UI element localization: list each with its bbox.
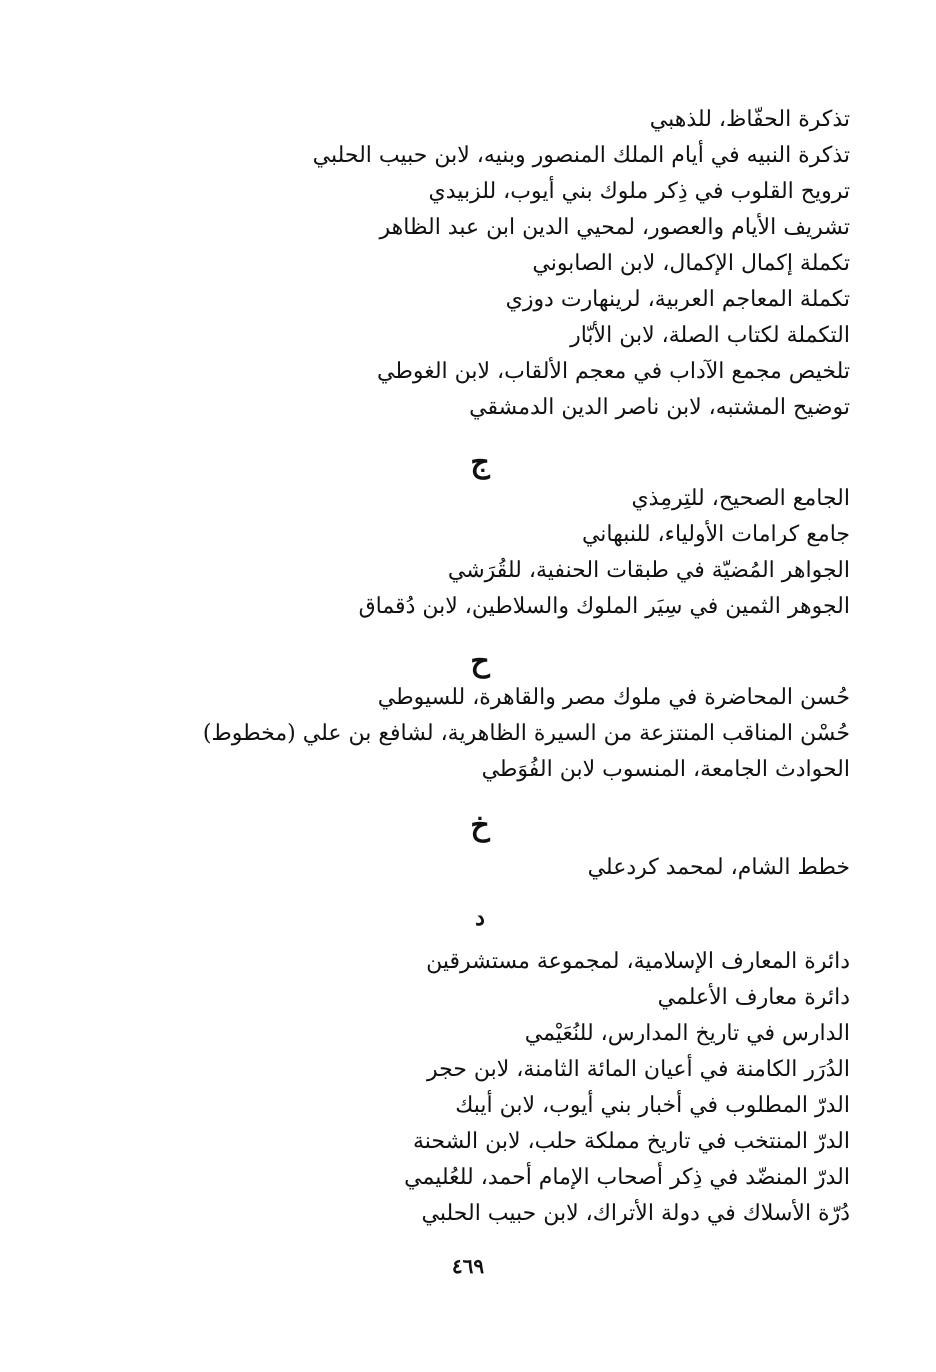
bibliography-entry: ترويح القلوب في ذِكر ملوك بني أيوب، للزبيدي: [428, 179, 850, 204]
bibliography-entry: تشريف الأيام والعصور، لمحيي الدين ابن عبد الظاهر: [379, 215, 850, 240]
bibliography-entry: الدارس في تاريخ المدارس، للنُعَيْمي: [524, 1021, 850, 1046]
section-letter-jim: ج: [470, 445, 490, 480]
section-letter-ha: ح: [470, 644, 490, 679]
section-ha-entries: [202, 680, 850, 788]
section-kha-entries: [250, 850, 850, 886]
bibliography-entry: حُسْن المناقب المنتزعة من السيرة الظاهرية، لشافع بن علي (مخطوط): [202, 721, 850, 746]
bibliography-entry: الجواهر المُضيّة في طبقات الحنفية، للقُرَشي: [447, 558, 850, 583]
bibliography-entry: دائرة المعارف الإسلامية، لمجموعة مستشرقين: [426, 949, 850, 974]
bibliography-entry: حُسن المحاضرة في ملوك مصر والقاهرة، للسيوطي: [377, 685, 850, 710]
bibliography-entry: جامع كرامات الأولياء، للنبهاني: [581, 522, 850, 547]
bibliography-entry: الجوهر الثمين في سِيَر الملوك والسلاطين، لابن دُقماق: [358, 594, 850, 619]
bibliography-entry: تذكرة النبيه في أيام الملك المنصور وبنيه، لابن حبيب الحلبي: [312, 143, 850, 168]
bibliography-entry: تكملة المعاجم العربية، لرينهارت دوزي: [505, 287, 850, 312]
page-number: ٤٦٩: [451, 1254, 485, 1278]
section-letter-dal: د: [475, 905, 485, 931]
bibliography-entry: خطط الشام، لمحمد كردعلي: [587, 855, 850, 880]
bibliography-entry: الدرّ المطلوب في أخبار بني أيوب، لابن أيبك: [455, 1093, 850, 1118]
bibliography-entry: الدُرَر الكامنة في أعيان المائة الثامنة، لابن حجر: [426, 1057, 850, 1082]
bibliography-entry: الحوادث الجامعة، المنسوب لابن الفُوَطي: [481, 757, 850, 782]
bibliography-entry: الجامع الصحيح، للتِرمِذي: [631, 486, 850, 511]
section-jim-entries: [250, 481, 850, 625]
bibliography-entry: دُرّة الأسلاك في دولة الأتراك، لابن حبيب الحلبي: [421, 1201, 850, 1226]
bibliography-entry: دائرة معارف الأعلمي: [657, 985, 850, 1010]
bibliography-entry: تكملة إكمال الإكمال، لابن الصابوني: [532, 251, 850, 276]
bibliography-entry: تذكرة الحفّاظ، للذهبي: [649, 107, 850, 132]
section-dal-entries: [250, 944, 850, 1232]
bibliography-entry: التكملة لكتاب الصلة، لابن الأبّار: [570, 323, 850, 348]
bibliography-entry: تلخيص مجمع الآداب في معجم الألقاب، لابن الغوطي: [377, 359, 850, 384]
bibliography-entry: الدرّ المنضّد في ذِكر أصحاب الإمام أحمد، للعُليمي: [404, 1165, 850, 1190]
section-letter-kha: خ: [470, 808, 490, 843]
bibliography-entry: الدرّ المنتخب في تاريخ مملكة حلب، لابن الشحنة: [413, 1129, 850, 1154]
bibliography-entry: توضيح المشتبه، لابن ناصر الدين الدمشقي: [469, 395, 850, 420]
section-ta-entries: [250, 102, 850, 426]
